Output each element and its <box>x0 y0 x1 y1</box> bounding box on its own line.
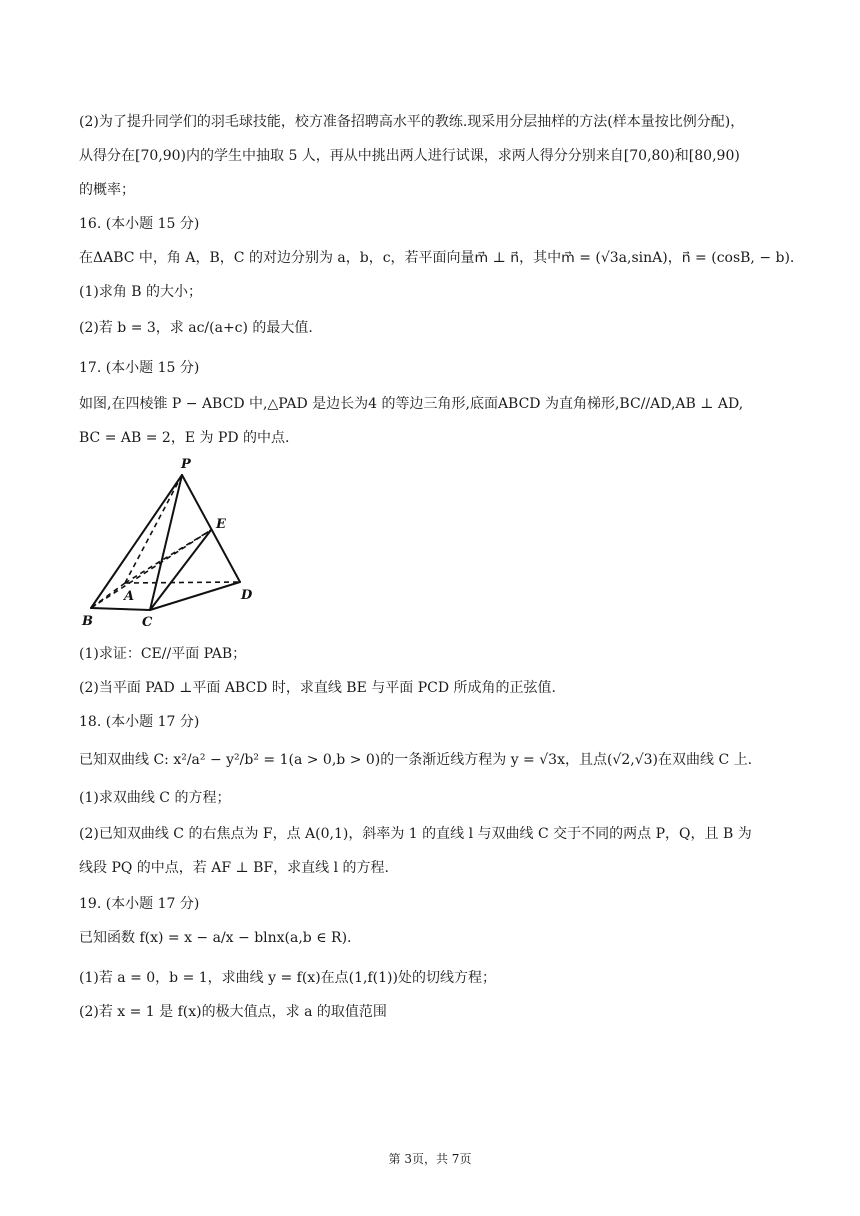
edge-CD <box>150 582 240 610</box>
question-19-stem: 已知函数 f(x) = x − a/x − blnx(a,b ∈ R). <box>79 930 352 946</box>
pyramid-diagram <box>78 454 268 632</box>
label-B: B <box>82 614 93 629</box>
label-A: A <box>124 589 135 604</box>
question-16-part-1: (1)求角 B 的大小； <box>79 284 203 300</box>
pyramid-figure <box>78 454 268 632</box>
question-16-stem: 在ΔABC 中，角 A，B，C 的对边分别为 a，b，c，若平面向量m⃗ ⊥ n⃗，其中m⃗ = (√3a,sinA)，n⃗ = (cosB, − b). <box>79 250 795 266</box>
question-19-part-2: (2)若 x = 1 是 f(x)的极大值点，求 a 的取值范围 <box>79 1004 387 1020</box>
question-19-part-1: (1)若 a = 0，b = 1，求曲线 y = f(x)在点(1,f(1))处的切线方程； <box>79 970 496 986</box>
text-line-2: 从得分在[70,90)内的学生中抽取 5 人，再从中挑出两人进行试课，求两人得分分别来自[70,80)和[80,90) <box>79 148 740 164</box>
question-17-stem-1: 如图,在四棱锥 P − ABCD 中,△PAD 是边长为4 的等边三角形,底面ABCD 为直角梯形,BC//AD,AB ⊥ AD, <box>79 396 744 412</box>
edge-AD <box>125 582 240 583</box>
question-17-part-1: (1)求证：CE//平面 PAB； <box>79 646 247 662</box>
edge-PD <box>182 475 240 582</box>
label-C: C <box>142 615 153 630</box>
question-18-part-2-line-2: 线段 PQ 的中点，若 AF ⊥ BF，求直线 l 的方程. <box>79 860 389 876</box>
question-17-part-2: (2)当平面 PAD ⊥平面 ABCD 时，求直线 BE 与平面 PCD 所成角的正弦值. <box>79 680 556 696</box>
question-17-stem-2: BC = AB = 2，E 为 PD 的中点. <box>79 430 290 446</box>
page-footer: 第 3页，共 7页 <box>388 1152 472 1166</box>
edge-PB <box>91 475 182 608</box>
question-19-heading: 19. (本小题 17 分) <box>79 896 200 912</box>
text-line-1: (2)为了提升同学们的羽毛球技能，校方准备招聘高水平的教练.现采用分层抽样的方法(样本量按比例分配)， <box>79 114 745 130</box>
question-16-heading: 16. (本小题 15 分) <box>79 216 200 232</box>
question-18-heading: 18. (本小题 17 分) <box>79 714 200 730</box>
edge-BC <box>91 608 150 610</box>
label-P: P <box>181 457 191 472</box>
label-E: E <box>216 517 226 532</box>
question-16-part-2: (2)若 b = 3，求 ac/(a+c) 的最大值. <box>79 320 313 336</box>
edge-AB <box>91 583 125 608</box>
text-line-3: 的概率； <box>79 182 135 198</box>
label-D: D <box>241 588 253 603</box>
question-18-part-1: (1)求双曲线 C 的方程； <box>79 790 231 806</box>
question-18-stem: 已知双曲线 C: x²/a² − y²/b² = 1(a > 0,b > 0)的一条渐近线方程为 y = √3x，且点(√2,√3)在双曲线 C 上. <box>79 752 753 768</box>
question-18-part-2-line-1: (2)已知双曲线 C 的右焦点为 F，点 A(0,1)，斜率为 1 的直线 l 与双曲线 C 交于不同的两点 P，Q，且 B 为 <box>79 826 752 842</box>
question-17-heading: 17. (本小题 15 分) <box>79 360 200 376</box>
